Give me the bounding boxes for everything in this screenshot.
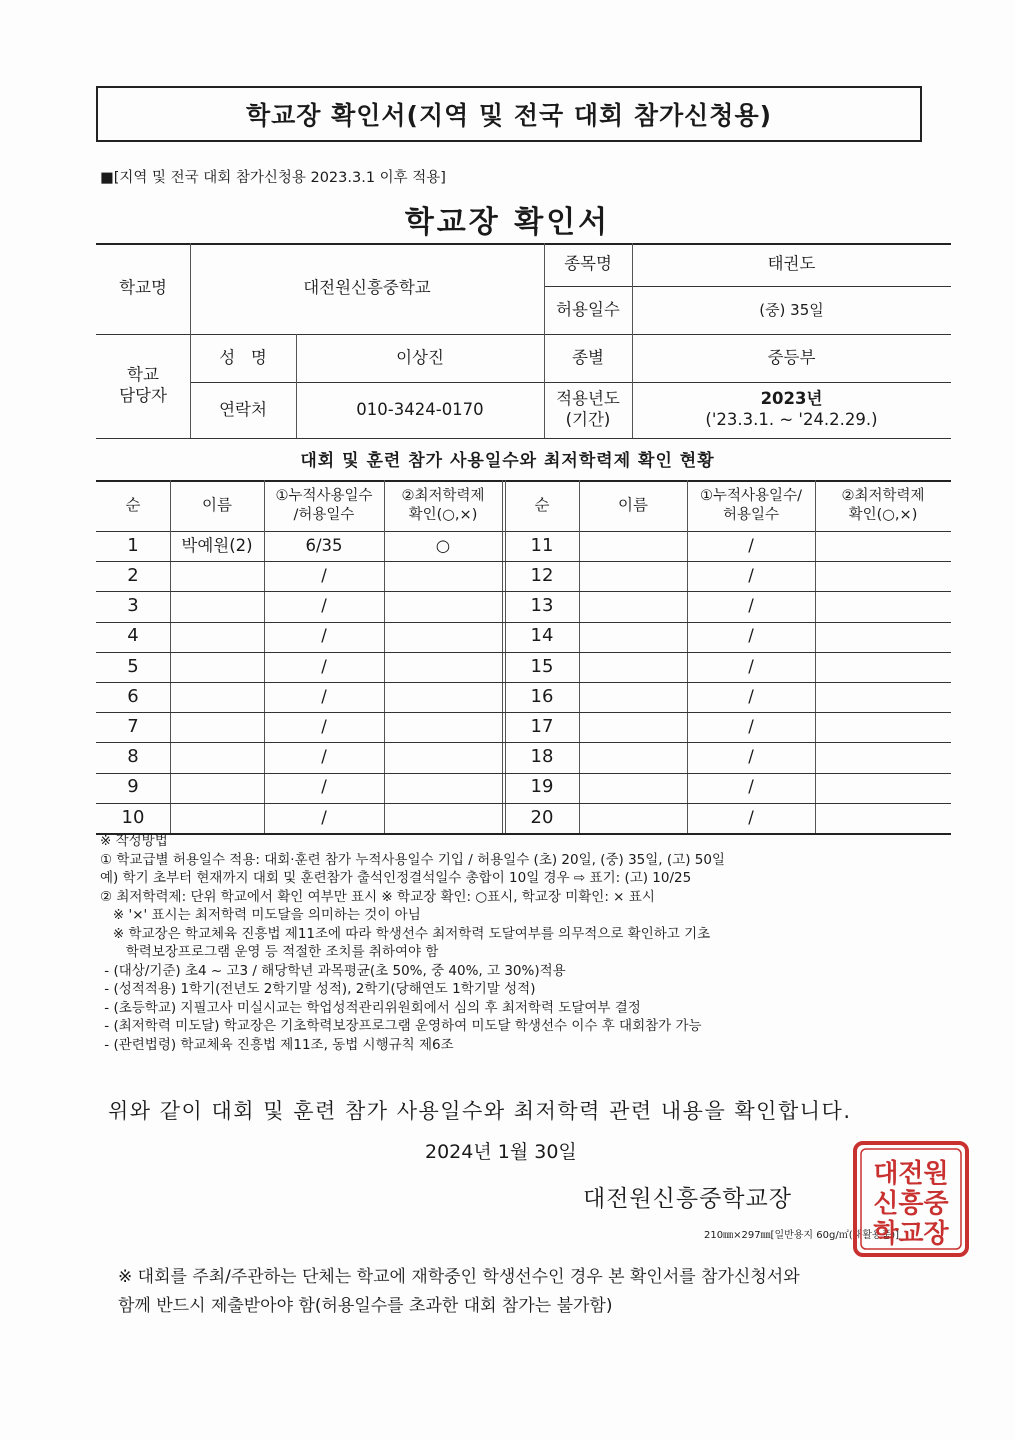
row-check	[384, 773, 502, 803]
row-number: 13	[530, 595, 554, 617]
apply-period-value: ('23.3.1. ~ '24.2.29.)	[705, 410, 878, 429]
row-check	[384, 622, 502, 652]
row-days: /	[321, 596, 327, 616]
note-line: - (최저학력 미도달) 학교장은 기초학력보장프로그램 운영하여 미도달 학생선수 이수 후 대회참가 가능	[100, 1018, 702, 1034]
row-days: /	[321, 626, 327, 646]
manager-label: 학교 담당자	[119, 365, 167, 405]
row-number: 5	[127, 655, 139, 677]
row-days: /	[748, 777, 754, 797]
row-check	[384, 803, 502, 833]
row-check	[815, 652, 951, 682]
header-check-right: ②최저학력제 확인(○,×)	[841, 488, 925, 523]
header-no-right: 순	[534, 495, 550, 514]
division-label: 종별	[572, 347, 604, 367]
school-name-value: 대전원신흥중학교	[303, 278, 431, 298]
row-number: 15	[530, 655, 554, 677]
row-number: 16	[530, 685, 554, 707]
row-number: 3	[127, 595, 139, 617]
division-value: 중등부	[767, 347, 816, 367]
apply-year-value: 2023년	[760, 389, 823, 409]
row-number: 7	[127, 716, 139, 738]
row-check: ○	[435, 535, 451, 555]
row-number: 19	[530, 776, 554, 798]
row-name	[579, 803, 687, 833]
row-days: /	[748, 807, 754, 827]
row-number: 4	[127, 625, 139, 647]
row-name	[579, 682, 687, 712]
row-name	[579, 712, 687, 742]
row-number: 14	[530, 625, 554, 647]
sport-label: 종목명	[564, 254, 612, 274]
row-name	[579, 561, 687, 591]
note-line: ※ 학교장은 학교체육 진흥법 제11조에 따라 학생선수 최저학력 도달여부를 의무적으로 확인하고 기초	[100, 925, 711, 942]
issue-date: 2024년 1월 30일	[425, 1141, 577, 1163]
apply-year-label: 적용년도 (기간)	[556, 389, 620, 429]
row-number: 11	[530, 534, 554, 556]
row-name	[579, 591, 687, 621]
row-name: 박예원(2)	[181, 535, 253, 555]
row-check	[815, 531, 951, 561]
row-check	[384, 561, 502, 591]
row-days: /	[748, 596, 754, 616]
row-name	[170, 742, 264, 772]
row-name	[170, 712, 264, 742]
row-days: /	[748, 535, 754, 555]
row-days: /	[321, 777, 327, 797]
document-banner-title: 학교장 확인서(지역 및 전국 대회 참가신청용)	[96, 86, 922, 142]
row-check	[815, 591, 951, 621]
row-check	[815, 773, 951, 803]
row-check	[384, 742, 502, 772]
row-name	[579, 742, 687, 772]
row-check	[384, 682, 502, 712]
row-check	[815, 561, 951, 591]
row-name	[579, 622, 687, 652]
header-days-right: ①누적사용일수/ 허용일수	[700, 488, 802, 523]
row-days: /	[748, 656, 754, 676]
row-name	[170, 591, 264, 621]
school-name-label: 학교명	[119, 278, 167, 298]
row-number: 8	[127, 746, 139, 768]
row-check	[815, 622, 951, 652]
document-title: 학교장 확인서	[404, 205, 611, 240]
row-check	[384, 591, 502, 621]
row-check	[815, 712, 951, 742]
row-days: /	[321, 686, 327, 706]
row-name	[170, 682, 264, 712]
row-number: 12	[530, 565, 554, 587]
note-line: ② 최저학력제: 단위 학교에서 확인 여부만 표시 ※ 학교장 확인: ○표시, 학교장 미확인: × 표시	[100, 888, 655, 905]
row-days: /	[321, 656, 327, 676]
svg-text:학교장: 학교장	[873, 1219, 949, 1249]
row-check	[815, 803, 951, 833]
note-line: - (성적적용) 1학기(전년도 2학기말 성적), 2학기(당해연도 1학기말 성적)	[100, 981, 536, 997]
header-days-left: ①누적사용일수 /허용일수	[275, 488, 373, 523]
row-days: /	[321, 716, 327, 736]
header-check-left: ②최저학력제 확인(○,×)	[401, 488, 485, 523]
row-name	[170, 803, 264, 833]
row-days: /	[321, 565, 327, 585]
note-line: ※ 작성방법	[100, 833, 168, 849]
apply-year-cell	[632, 382, 951, 438]
row-name	[579, 531, 687, 561]
header-name-left: 이름	[202, 495, 232, 514]
note-line: ① 학교급별 허용일수 적용: 대회·훈련 참가 누적사용일수 기입 / 허용일수 (초) 20일, (중) 35일, (고) 50일	[100, 851, 725, 868]
note-line: 학력보장프로그램 운영 등 적절한 조치를 취하여야 함	[100, 944, 439, 960]
row-days: 6/35	[305, 535, 343, 555]
row-days: /	[748, 565, 754, 585]
row-check	[815, 682, 951, 712]
principal-signature-line: 대전원신흥중학교장	[583, 1186, 792, 1212]
note-line: 예) 학기 초부터 현재까지 대회 및 훈련참가 출석인정결석일수 총합이 10일 경우 ⇨ 표기: (고) 10/25	[100, 870, 692, 886]
contact-label: 연락처	[219, 399, 267, 419]
sport-value: 태권도	[767, 254, 816, 274]
paper-spec: 210㎜×297㎜[일반용지 60g/㎡(재활용품)]	[704, 1230, 900, 1241]
row-check	[384, 652, 502, 682]
row-check	[815, 742, 951, 772]
row-number: 9	[127, 776, 139, 798]
row-days: /	[748, 716, 754, 736]
section-title: 대회 및 훈련 참가 사용일수와 최저학력제 확인 현황	[300, 451, 715, 471]
manager-name-value: 이상진	[396, 347, 444, 367]
note-line: - (초등학교) 지필고사 미실시교는 학업성적관리위원회에서 심의 후 최저학력 도달여부 결정	[100, 999, 641, 1016]
footer-note: ※ 대회를 주최/주관하는 단체는 학교에 재학중인 학생선수인 경우 본 확인서를 참가신청서와 함께 반드시 제출받아야 함(허용일수를 초과한 대회 참가는 불가함)	[118, 1267, 800, 1316]
header-name-right: 이름	[618, 495, 648, 514]
row-name	[170, 561, 264, 591]
row-days: /	[321, 807, 327, 827]
note-line: - (대상/기준) 초4 ~ 고3 / 해당학년 과목평균(초 50%, 중 40%, 고 30%)적용	[100, 962, 566, 979]
manager-name-label: 성 명	[219, 347, 267, 367]
row-number: 17	[530, 716, 554, 738]
row-number: 18	[530, 746, 554, 768]
row-number: 2	[127, 565, 139, 587]
row-check	[384, 712, 502, 742]
row-days: /	[748, 686, 754, 706]
allowed-days-label: 허용일수	[556, 299, 620, 319]
note-line: - (관련법령) 학교체육 진흥법 제11조, 동법 시행규칙 제6조	[100, 1036, 454, 1053]
note-line: ※ '×' 표시는 최저학력 미도달을 의미하는 것이 아님	[100, 907, 421, 923]
contact-value: 010-3424-0170	[356, 399, 484, 419]
official-seal	[852, 1140, 970, 1258]
row-name	[579, 652, 687, 682]
scope-note: ■[지역 및 전국 대회 참가신청용 2023.3.1 이후 적용]	[100, 170, 446, 186]
writing-instructions	[100, 832, 960, 1054]
row-name	[170, 652, 264, 682]
row-days: /	[321, 747, 327, 767]
allowed-days-value: (중) 35일	[759, 300, 824, 319]
row-number: 20	[530, 806, 554, 828]
row-days: /	[748, 626, 754, 646]
row-number: 1	[127, 534, 139, 556]
row-number: 10	[121, 806, 145, 828]
header-no-left: 순	[125, 495, 141, 514]
row-name	[579, 773, 687, 803]
row-number: 6	[127, 685, 139, 707]
svg-text:신흥중: 신흥중	[873, 1189, 949, 1219]
svg-text:대전원: 대전원	[873, 1159, 949, 1189]
table-column-divider	[502, 480, 503, 833]
row-name	[170, 622, 264, 652]
row-days: /	[748, 747, 754, 767]
row-name	[170, 773, 264, 803]
confirmation-statement: 위와 같이 대회 및 훈련 참가 사용일수와 최저학력 관련 내용을 확인합니다.	[108, 1099, 852, 1123]
